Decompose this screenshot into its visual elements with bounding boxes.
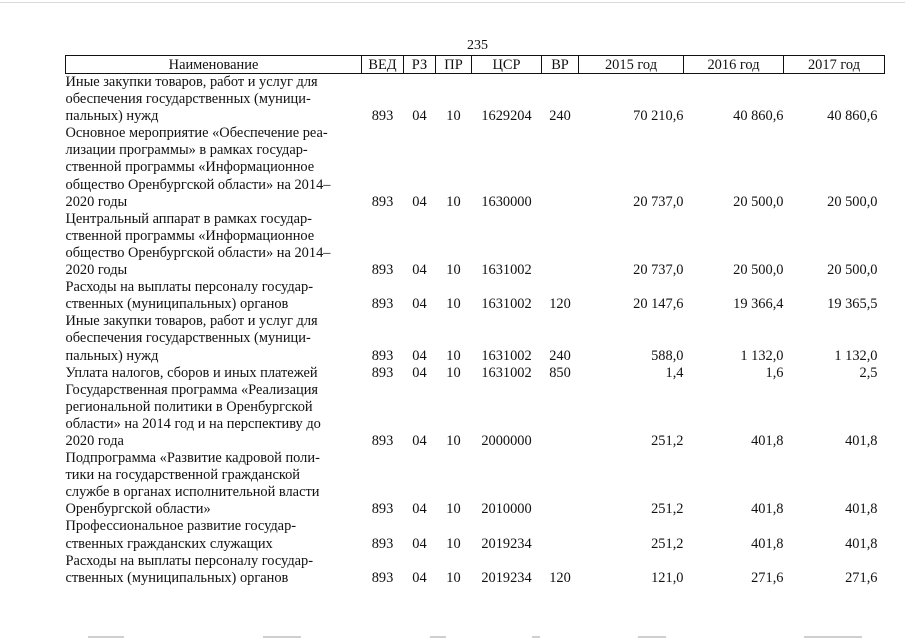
csr-cell: 2010000 bbox=[481, 501, 532, 518]
amount-2016-cell: 271,6 bbox=[751, 569, 784, 586]
ved-cell: 893 bbox=[371, 569, 394, 586]
vr-cell bbox=[542, 382, 579, 450]
row-name-line: общество Оренбургской области» на 2014– bbox=[65, 244, 331, 261]
top-edge-line bbox=[0, 2, 905, 3]
row-name-line: Иные закупки товаров, работ и услуг для bbox=[65, 313, 318, 330]
rz-cell: 04 bbox=[412, 569, 427, 586]
row-name-line: 2020 года bbox=[65, 432, 124, 449]
row-name-line: общество Оренбургской области» на 2014– bbox=[65, 176, 331, 193]
table-row bbox=[66, 211, 885, 279]
csr-cell: 1631002 bbox=[481, 364, 532, 381]
csr-cell: 2019234 bbox=[481, 535, 532, 552]
row-name-cell bbox=[66, 211, 362, 279]
vr-cell bbox=[542, 518, 579, 552]
rz-cell: 04 bbox=[412, 347, 427, 364]
amount-2015-cell: 251,2 bbox=[651, 501, 684, 518]
csr-cell: 1630000 bbox=[481, 193, 532, 210]
row-name-line: пальных) нужд bbox=[65, 108, 159, 125]
ved-cell: 893 bbox=[371, 364, 394, 381]
row-name-line: Оренбургской области» bbox=[65, 501, 211, 518]
rz-cell: 04 bbox=[412, 296, 427, 313]
table-row bbox=[66, 365, 885, 382]
rz-cell: 04 bbox=[412, 535, 427, 552]
row-name-line: Центральный аппарат в рамках государ- bbox=[65, 210, 312, 227]
table-row bbox=[66, 279, 885, 313]
amount-2015-cell: 588,0 bbox=[651, 347, 684, 364]
row-name-line: службе в органах исполнительной власти bbox=[65, 484, 320, 501]
page-number: 235 bbox=[467, 38, 488, 53]
amount-2017-cell: 19 365,5 bbox=[827, 296, 878, 313]
amount-2017-cell: 1 132,0 bbox=[834, 347, 878, 364]
table-row bbox=[66, 125, 885, 210]
amount-2015-cell: 20 147,6 bbox=[633, 296, 684, 313]
row-name-line: Основное мероприятие «Обеспечение реа- bbox=[65, 125, 328, 142]
amount-2016-cell: 40 860,6 bbox=[733, 108, 784, 125]
amount-2017-cell: 20 500,0 bbox=[827, 262, 878, 279]
pr-cell: 10 bbox=[446, 108, 461, 125]
vr-cell: 850 bbox=[549, 364, 571, 381]
pr-cell: 10 bbox=[446, 193, 461, 210]
row-name-line: Уплата налогов, сборов и иных платежей bbox=[65, 364, 318, 381]
rz-cell: 04 bbox=[412, 193, 427, 210]
row-name-cell bbox=[66, 382, 362, 450]
rz-cell: 04 bbox=[412, 262, 427, 279]
row-name-cell bbox=[66, 125, 362, 210]
amount-2017-cell: 271,6 bbox=[845, 569, 878, 586]
column-header-2017: 2017 год bbox=[784, 56, 885, 74]
vr-cell: 120 bbox=[549, 296, 571, 313]
ved-cell: 893 bbox=[371, 535, 394, 552]
csr-cell: 1631002 bbox=[481, 296, 532, 313]
amount-2016-cell: 19 366,4 bbox=[733, 296, 784, 313]
amount-2015-cell: 251,2 bbox=[651, 432, 684, 449]
amount-2016-cell: 401,8 bbox=[751, 535, 784, 552]
rz-cell: 04 bbox=[412, 108, 427, 125]
table-row bbox=[66, 313, 885, 364]
amount-2015-cell: 251,2 bbox=[651, 535, 684, 552]
amount-2016-cell: 1,6 bbox=[765, 364, 784, 381]
amount-2015-cell: 121,0 bbox=[651, 569, 684, 586]
amount-2015-cell: 20 737,0 bbox=[633, 262, 684, 279]
csr-cell: 2000000 bbox=[481, 432, 532, 449]
row-name-line: пальных) нужд bbox=[65, 347, 159, 364]
ved-cell: 893 bbox=[371, 193, 394, 210]
row-name-cell bbox=[66, 553, 362, 587]
amount-2015-cell: 20 737,0 bbox=[633, 193, 684, 210]
row-name-cell bbox=[66, 279, 362, 313]
row-name-line: 2020 годы bbox=[65, 262, 128, 279]
column-header-csr: ЦСР bbox=[472, 56, 542, 74]
row-name-cell bbox=[66, 313, 362, 364]
row-name-line: тики на государственной гражданской bbox=[65, 467, 301, 484]
amount-2017-cell: 401,8 bbox=[845, 432, 878, 449]
rz-cell: 04 bbox=[412, 364, 427, 381]
row-name-cell bbox=[66, 518, 362, 552]
row-name-line: Расходы на выплаты персоналу государ- bbox=[65, 552, 314, 569]
table-row bbox=[66, 553, 885, 587]
pr-cell: 10 bbox=[446, 569, 461, 586]
vr-cell bbox=[542, 211, 579, 279]
bottom-edge-marks bbox=[0, 636, 905, 640]
csr-cell: 2019234 bbox=[481, 569, 532, 586]
column-header-name: Наименование bbox=[66, 56, 362, 74]
pr-cell: 10 bbox=[446, 432, 461, 449]
ved-cell: 893 bbox=[371, 262, 394, 279]
amount-2017-cell: 401,8 bbox=[845, 535, 878, 552]
row-name-line: лизации программы» в рамках государ- bbox=[65, 142, 308, 159]
pr-cell: 10 bbox=[446, 535, 461, 552]
amount-2016-cell: 401,8 bbox=[751, 501, 784, 518]
row-name-line: области» на 2014 год и на перспективу до bbox=[65, 415, 321, 432]
pr-cell: 10 bbox=[446, 262, 461, 279]
row-name-line: Расходы на выплаты персоналу государ- bbox=[65, 279, 314, 296]
row-name-line: ственных (муниципальных) органов bbox=[65, 296, 289, 313]
vr-cell: 240 bbox=[549, 347, 571, 364]
row-name-line: Государственная программа «Реализация bbox=[65, 381, 319, 398]
row-name-cell bbox=[66, 450, 362, 518]
vr-cell: 240 bbox=[549, 108, 571, 125]
vr-cell bbox=[542, 125, 579, 210]
ved-cell: 893 bbox=[371, 347, 394, 364]
row-name-line: ственной программы «Информационное bbox=[65, 227, 315, 244]
column-header-2015: 2015 год bbox=[579, 56, 684, 74]
amount-2016-cell: 1 132,0 bbox=[740, 347, 784, 364]
table-row bbox=[66, 450, 885, 518]
csr-cell: 1631002 bbox=[481, 262, 532, 279]
row-name-cell bbox=[66, 74, 362, 126]
vr-cell: 120 bbox=[549, 569, 571, 586]
amount-2016-cell: 401,8 bbox=[751, 432, 784, 449]
rz-cell: 04 bbox=[412, 432, 427, 449]
row-name-line: ственных гражданских служащих bbox=[65, 535, 273, 552]
row-name-line: региональной политики в Оренбургской bbox=[65, 398, 313, 415]
column-header-ved: ВЕД bbox=[362, 56, 404, 74]
amount-2017-cell: 40 860,6 bbox=[827, 108, 878, 125]
pr-cell: 10 bbox=[446, 501, 461, 518]
table-row bbox=[66, 74, 885, 126]
amount-2017-cell: 20 500,0 bbox=[827, 193, 878, 210]
budget-table bbox=[65, 55, 885, 587]
amount-2016-cell: 20 500,0 bbox=[733, 193, 784, 210]
csr-cell: 1631002 bbox=[481, 347, 532, 364]
amount-2015-cell: 70 210,6 bbox=[633, 108, 684, 125]
column-header-vr: ВР bbox=[542, 56, 579, 74]
amount-2015-cell: 1,4 bbox=[665, 364, 684, 381]
row-name-line: Подпрограмма «Развитие кадровой поли- bbox=[65, 450, 320, 467]
column-header-pr: ПР bbox=[436, 56, 472, 74]
pr-cell: 10 bbox=[446, 296, 461, 313]
table-body bbox=[66, 74, 885, 587]
row-name-line: обеспечения государственных (муници- bbox=[65, 330, 311, 347]
column-header-rz: РЗ bbox=[404, 56, 436, 74]
row-name-line: ственной программы «Информационное bbox=[65, 159, 315, 176]
vr-cell bbox=[542, 450, 579, 518]
row-name-cell bbox=[66, 365, 362, 382]
ved-cell: 893 bbox=[371, 108, 394, 125]
csr-cell: 1629204 bbox=[481, 108, 532, 125]
row-name-line: 2020 годы bbox=[65, 193, 128, 210]
rz-cell: 04 bbox=[412, 501, 427, 518]
ved-cell: 893 bbox=[371, 501, 394, 518]
row-name-line: обеспечения государственных (муници- bbox=[65, 91, 311, 108]
column-header-2016: 2016 год bbox=[684, 56, 784, 74]
amount-2016-cell: 20 500,0 bbox=[733, 262, 784, 279]
row-name-line: ственных (муниципальных) органов bbox=[65, 569, 289, 586]
ved-cell: 893 bbox=[371, 432, 394, 449]
amount-2017-cell: 401,8 bbox=[845, 501, 878, 518]
amount-2017-cell: 2,5 bbox=[859, 364, 878, 381]
table-row bbox=[66, 518, 885, 552]
ved-cell: 893 bbox=[371, 296, 394, 313]
pr-cell: 10 bbox=[446, 347, 461, 364]
row-name-line: Профессиональное развитие государ- bbox=[65, 518, 297, 535]
pr-cell: 10 bbox=[446, 364, 461, 381]
table-header-row bbox=[66, 56, 885, 74]
table-row bbox=[66, 382, 885, 450]
row-name-line: Иные закупки товаров, работ и услуг для bbox=[65, 74, 318, 90]
